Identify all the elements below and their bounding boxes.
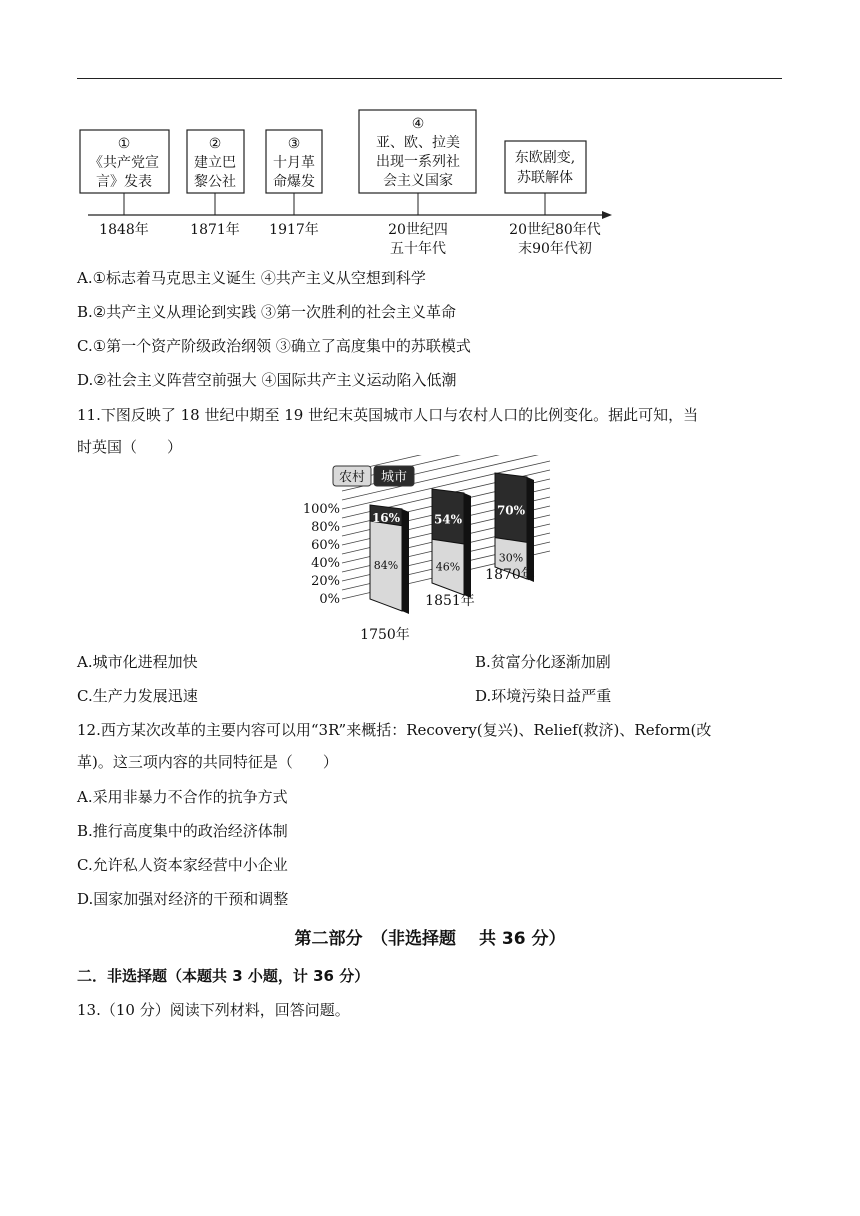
timeline-arrow — [602, 211, 612, 219]
part2-title: 第二部分 （非选择题 共 36 分） — [294, 929, 566, 949]
part2-subtitle: 二．非选择题（本题共 3 小题，计 36 分） — [77, 967, 370, 985]
q10-option-b: B.②共产主义从理论到实践 ③第一次胜利的社会主义革命 — [77, 303, 457, 321]
y-tick-label: 60% — [311, 538, 340, 553]
timeline-year-1: 1848年 — [99, 222, 149, 238]
bar-side — [464, 493, 471, 598]
population-chart — [290, 455, 580, 650]
y-tick-label: 100% — [302, 502, 340, 517]
q13-stem: 13.（10 分）阅读下列材料，回答问题。 — [77, 1001, 350, 1019]
chart-y-ticks — [303, 502, 340, 607]
timeline-text-1b: 言》发表 — [96, 174, 152, 190]
bar-urban-label: 16% — [371, 511, 401, 526]
timeline-text-3a: 十月革 — [273, 155, 315, 171]
timeline-year-5a: 20世纪80年代 — [509, 222, 601, 238]
q11-stem-line1: 11.下图反映了 18 世纪中期至 19 世纪末英国城市人口与农村人口的比例变化。据此可知，当 — [77, 406, 699, 424]
timeline-text-3b: 命爆发 — [273, 174, 315, 190]
timeline-text-5b: 苏联解体 — [517, 170, 573, 186]
q11-option-c: C.生产力发展迅速 — [77, 687, 198, 705]
q12-option-b: B.推行高度集中的政治经济体制 — [77, 822, 288, 840]
y-tick-label: 80% — [311, 520, 340, 535]
y-tick-label: 40% — [311, 556, 340, 571]
timeline-text-2a: 建立巴 — [194, 155, 236, 171]
timeline-text-4a: 亚、欧、拉美 — [376, 135, 460, 151]
timeline-year-5b: 末90年代初 — [518, 241, 592, 257]
y-tick-label: 20% — [311, 574, 340, 589]
timeline-diagram — [0, 0, 860, 270]
legend-rural-label: 农村 — [338, 470, 366, 485]
timeline-text-4b: 出现一系列社 — [376, 154, 460, 170]
timeline-year-4b: 五十年代 — [390, 241, 446, 257]
category-label: 1851年 — [425, 593, 475, 609]
timeline-num-1: ① — [117, 136, 131, 152]
timeline-num-3: ③ — [287, 136, 301, 152]
q12-option-c: C.允许私人资本家经营中小企业 — [77, 856, 288, 874]
timeline-text-4c: 会主义国家 — [383, 173, 453, 189]
bar-side — [402, 509, 409, 614]
timeline-year-2: 1871年 — [190, 222, 240, 238]
timeline-text-2b: 黎公社 — [194, 174, 236, 190]
category-label: 1750年 — [360, 627, 410, 643]
y-tick-label: 0% — [319, 592, 340, 607]
q12-option-d: D.国家加强对经济的干预和调整 — [77, 890, 289, 908]
q10-option-d: D.②社会主义阵营空前强大 ④国际共产主义运动陷入低潮 — [77, 371, 457, 389]
q11-option-a: A.城市化进程加快 — [77, 653, 198, 671]
timeline-year-3: 1917年 — [269, 222, 319, 238]
bar-urban-label: 70% — [496, 503, 526, 518]
timeline-num-4: ④ — [411, 116, 425, 132]
population-chart-svg — [290, 455, 580, 650]
timeline-year-4a: 20世纪四 — [388, 222, 448, 238]
timeline-text-5a: 东欧剧变, — [514, 150, 576, 166]
q11-stem-line2: 时英国（ ） — [77, 438, 183, 456]
q11-option-b: B.贫富分化逐渐加剧 — [475, 653, 611, 671]
q10-option-a: A.①标志着马克思主义诞生 ④共产主义从空想到科学 — [77, 269, 426, 287]
q12-stem-line2: 革)。这三项内容的共同特征是（ ） — [77, 753, 338, 771]
q12-option-a: A.采用非暴力不合作的抗争方式 — [77, 788, 288, 806]
timeline-num-2: ② — [208, 136, 222, 152]
bar-urban-label: 54% — [433, 512, 463, 527]
q12-stem-line1: 12.西方某次改革的主要内容可以用“3R”来概括：Recovery(复兴)、Relief(救济)、Reform(改 — [77, 721, 712, 739]
bar-rural-label: 84% — [373, 559, 399, 573]
bar-rural-label: 30% — [498, 551, 524, 565]
q10-option-c: C.①第一个资产阶级政治纲领 ③确立了高度集中的苏联模式 — [77, 337, 471, 355]
category-label: 1870年 — [485, 567, 535, 583]
timeline-text-1a: 《共产党宣 — [89, 155, 159, 171]
q11-option-d: D.环境污染日益严重 — [475, 687, 612, 705]
bar-rural-label: 46% — [435, 560, 461, 574]
legend-urban-label: 城市 — [380, 470, 408, 485]
